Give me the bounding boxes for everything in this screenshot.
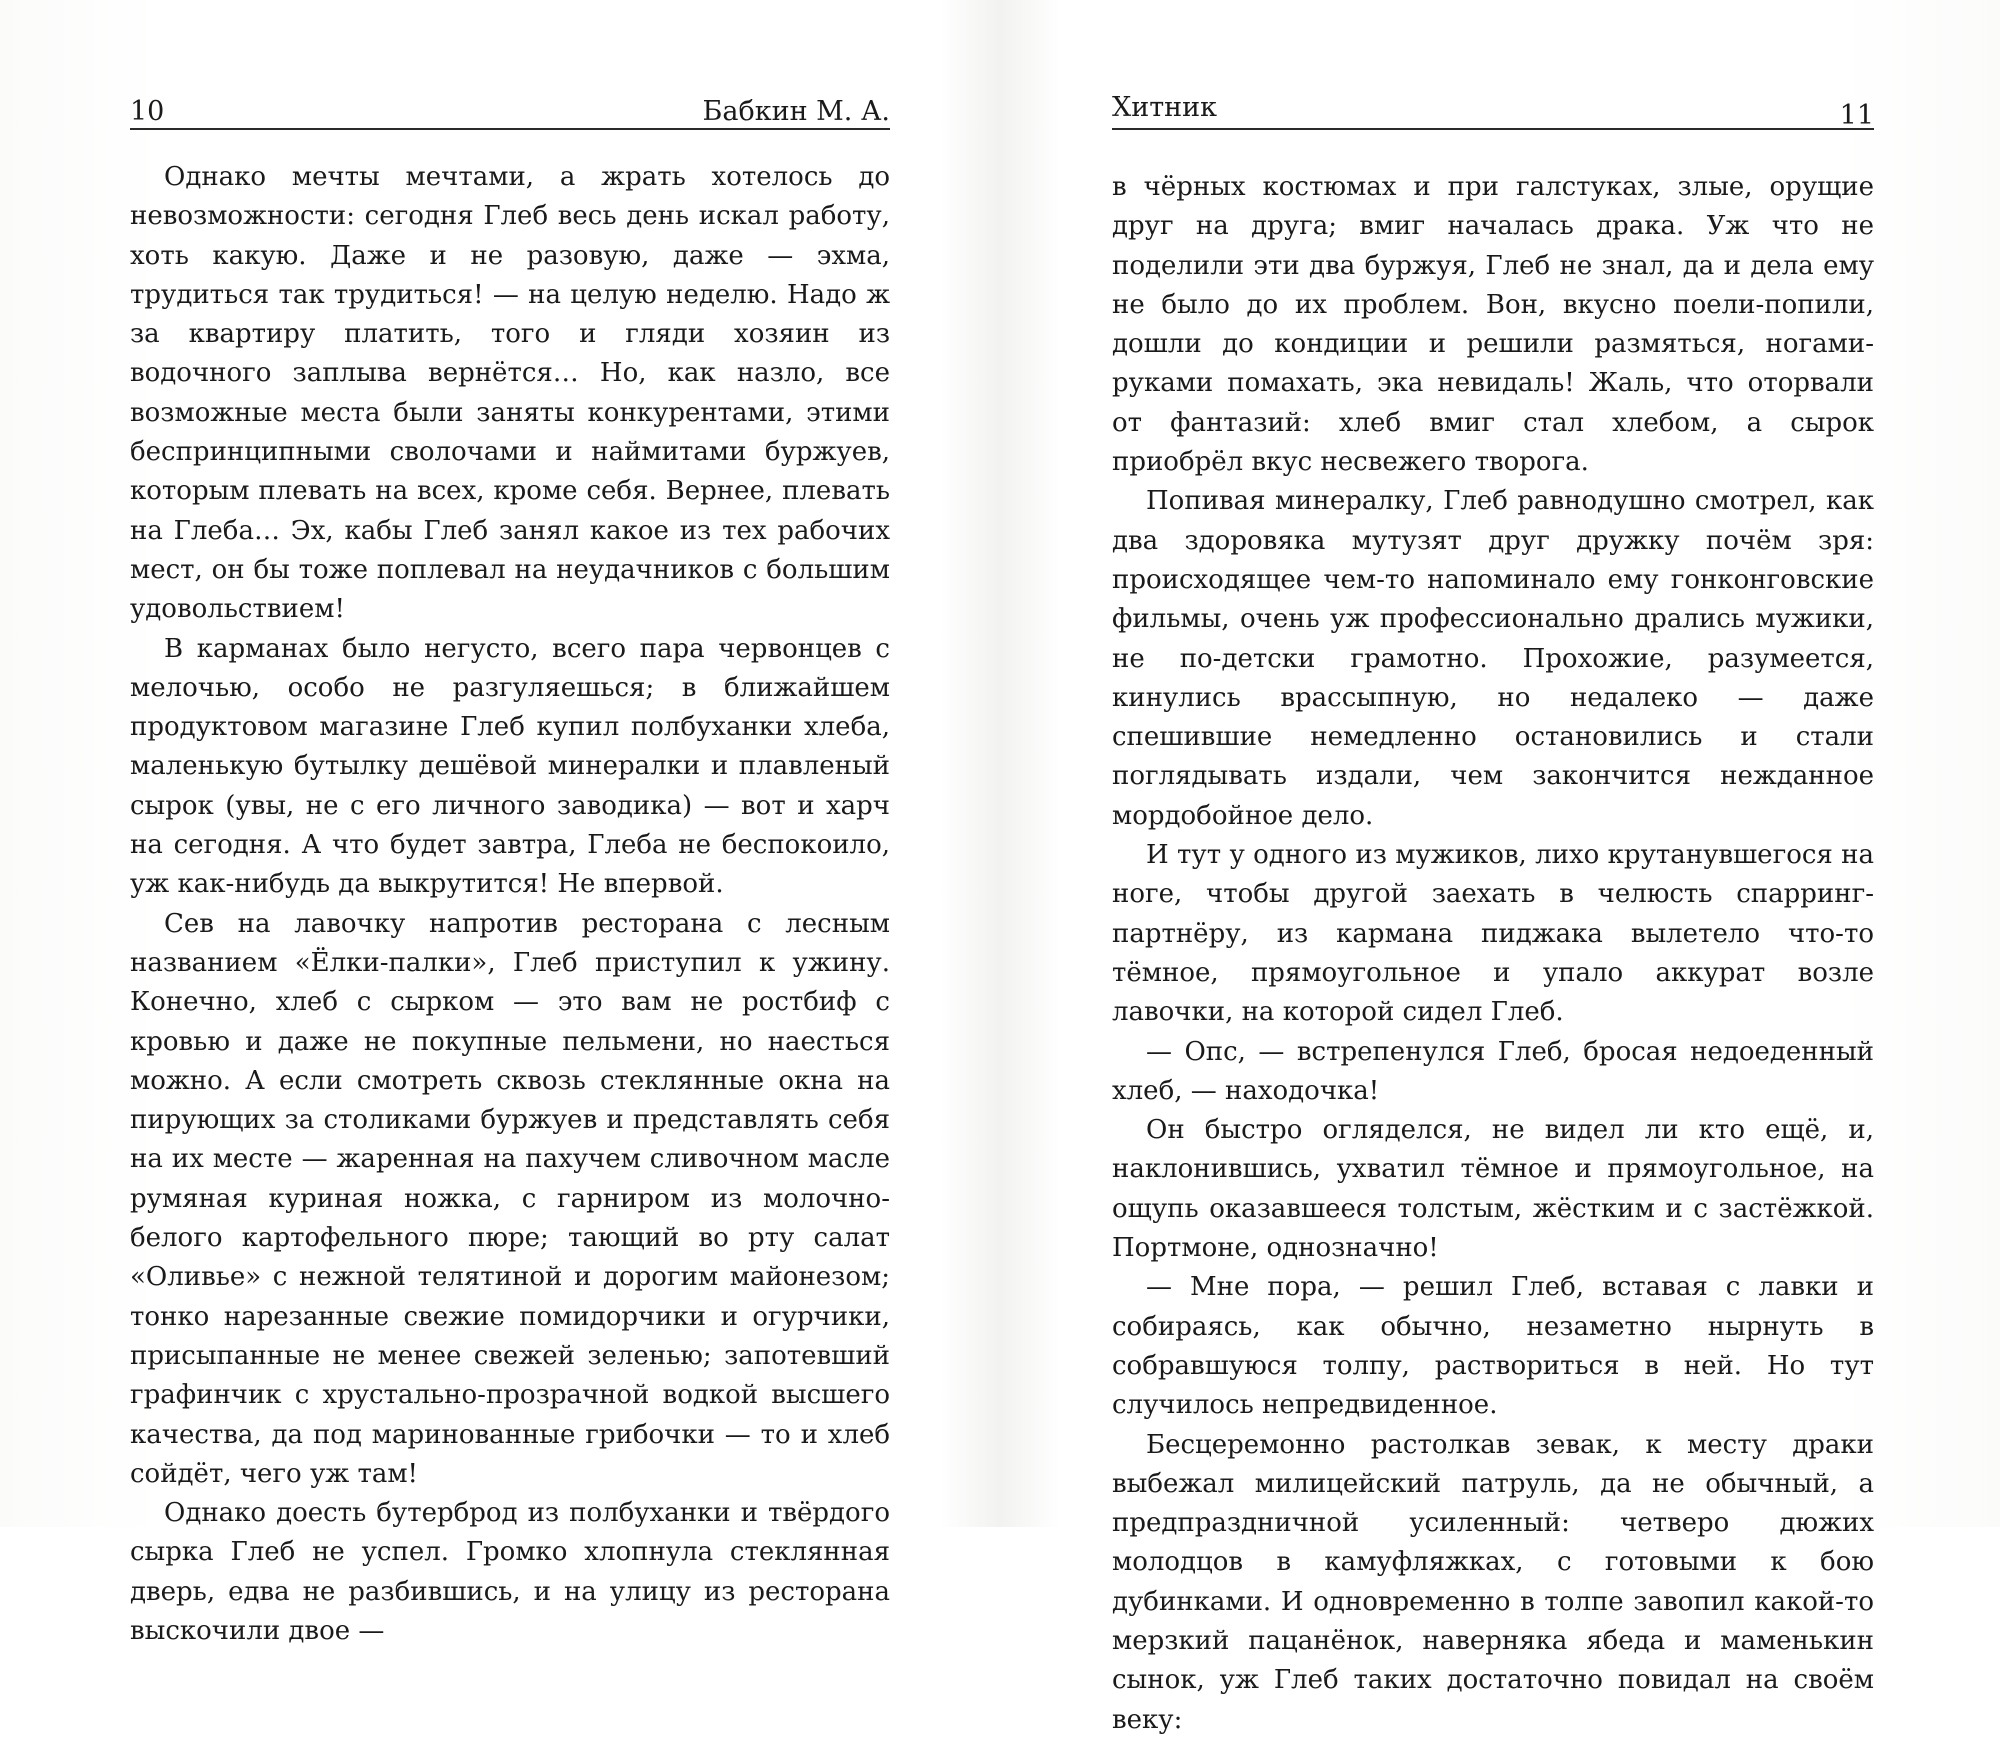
paragraph: Однако доесть бутерброд из полбуханки и твёрдого сырка Глеб не успел. Громко хлопнула стеклянная дверь, едва не разбившись, и на улицу из ресторана выскочили двое —: [130, 1498, 890, 1646]
paragraph: — Опс, — встрепенулся Глеб, бросая недоеденный хлеб, — находочка!: [1112, 1036, 1874, 1106]
paragraph: Сев на лавочку напротив ресторана с лесным названием «Ёлки-палки», Глеб приступил к ужину. Конечно, хлеб с сырком — это вам не ростбиф с кровью и даже не покупные пельмени, но наесться можно. А если смотреть сквозь стеклянные окна на пирующих за столиками буржуев и представлять себя на их месте — жаренная на пахучем сливочном масле румяная куриная ножка, с гарниром из молочно-белого картофельного пюре; тающий во рту салат «Оливье» с нежной телятиной и дорогим майонезом; тонко нарезанные свежие помидорчики и огурчики, присыпанные не менее свежей зеленью; запотевший графинчик с хрустально-прозрачной водкой высшего качества, да под маринованные грибочки — то и хлеб сойдёт, чего уж там!: [130, 908, 890, 1489]
paragraph: Бесцеремонно растолкав зевак, к месту драки выбежал милицейский патруль, да не обычный, а предпраздничной усиленный: четверо дюжих молодцов в камуфляжках, с готовыми к бою дубинками. И одновременно в толпе завопил какой-то мерзкий пацанёнок, наверняка ябеда и маменькин сынок, уж Глеб таких достаточно повидал на своём веку:: [1112, 1429, 1874, 1735]
paragraph: И тут у одного из мужиков, лихо крутанувшегося на ноге, чтобы другой заехать в челюсть спарринг-партнёру, из кармана пиджака вылетело что-то тёмное, прямоугольное и упало аккурат возле лавочки, на которой сидел Глеб.: [1112, 840, 1874, 1028]
paragraph-continued: в чёрных костюмах и при галстуках, злые, орущие друг на друга; вмиг началась драка. Уж что не поделили эти два буржуя, Глеб не знал, да и дела ему не было до их проблем. Вон, вкусно поели-попили, дошли до кондиции и решили размяться, ногами-руками помахать, эка невидаль! Жаль, что оторвали от фантазий: хлеб вмиг стал хлебом, а сырок приобрёл вкус несвежего творога.: [1112, 172, 1874, 478]
left-page-header: [130, 84, 890, 130]
running-head-title: Хитник: [1112, 92, 1218, 123]
right-page-header: [1112, 84, 1874, 130]
left-page: [130, 0, 890, 1646]
page-number: 10: [130, 96, 165, 127]
page-number: 11: [1839, 100, 1874, 131]
right-page: [1112, 0, 1874, 1735]
paragraph: Он быстро огляделся, не видел ли кто ещё, и, наклонившись, ухватил тёмное и прямоугольное, на ощупь оказавшееся толстым, жёстким и с застёжкой. Портмоне, однозначно!: [1112, 1115, 1874, 1264]
left-page-body: [130, 158, 890, 1651]
paragraph: Однако мечты мечтами, а жрать хотелось до невозможности: сегодня Глеб весь день искал работу, хоть какую. Даже и не разовую, даже — эхма, трудиться так трудиться! — на целую неделю. Надо ж за квартиру платить, того и гляди хозяин из водочного заплыва вернётся… Но, как назло, все возможные места были заняты конкурентами, этими беспринципными сволочами и наймитами буржуев, которым плевать на всех, кроме себя. Вернее, плевать на Глеба… Эх, кабы Глеб занял какое из тех рабочих мест, он бы тоже поплевал на неудачников с большим удовольствием!: [130, 162, 890, 625]
paragraph: — Мне пора, — решил Глеб, вставая с лавки и собираясь, как обычно, незаметно нырнуть в собравшуюся толпу, раствориться в ней. Но тут случилось непредвиденное.: [1112, 1272, 1874, 1421]
right-page-body: [1112, 168, 1874, 1740]
paragraph: Попивая минералку, Глеб равнодушно смотрел, как два здоровяка мутузят друг дружку почём зря: происходящее чем-то напоминало ему гонконговские фильмы, очень уж профессионально дрались мужики, не по-детски грамотно. Прохожие, разумеется, кинулись врассыпную, но недалеко — даже спешившие немедленно остановились и стали поглядывать издали, чем закончится нежданное мордобойное дело.: [1112, 486, 1874, 831]
paragraph: В карманах было негусто, всего пара червонцев с мелочью, особо не разгуляешься; в ближайшем продуктовом магазине Глеб купил полбуханки хлеба, маленькую бутылку дешёвой минералки и плавленый сырок (увы, не с его личного заводика) — вот и харч на сегодня. А что будет завтра, Глеба не беспокоило, уж как-нибудь да выкрутится! Не впервой.: [130, 633, 890, 900]
running-head-author: Бабкин М. А.: [702, 96, 890, 127]
